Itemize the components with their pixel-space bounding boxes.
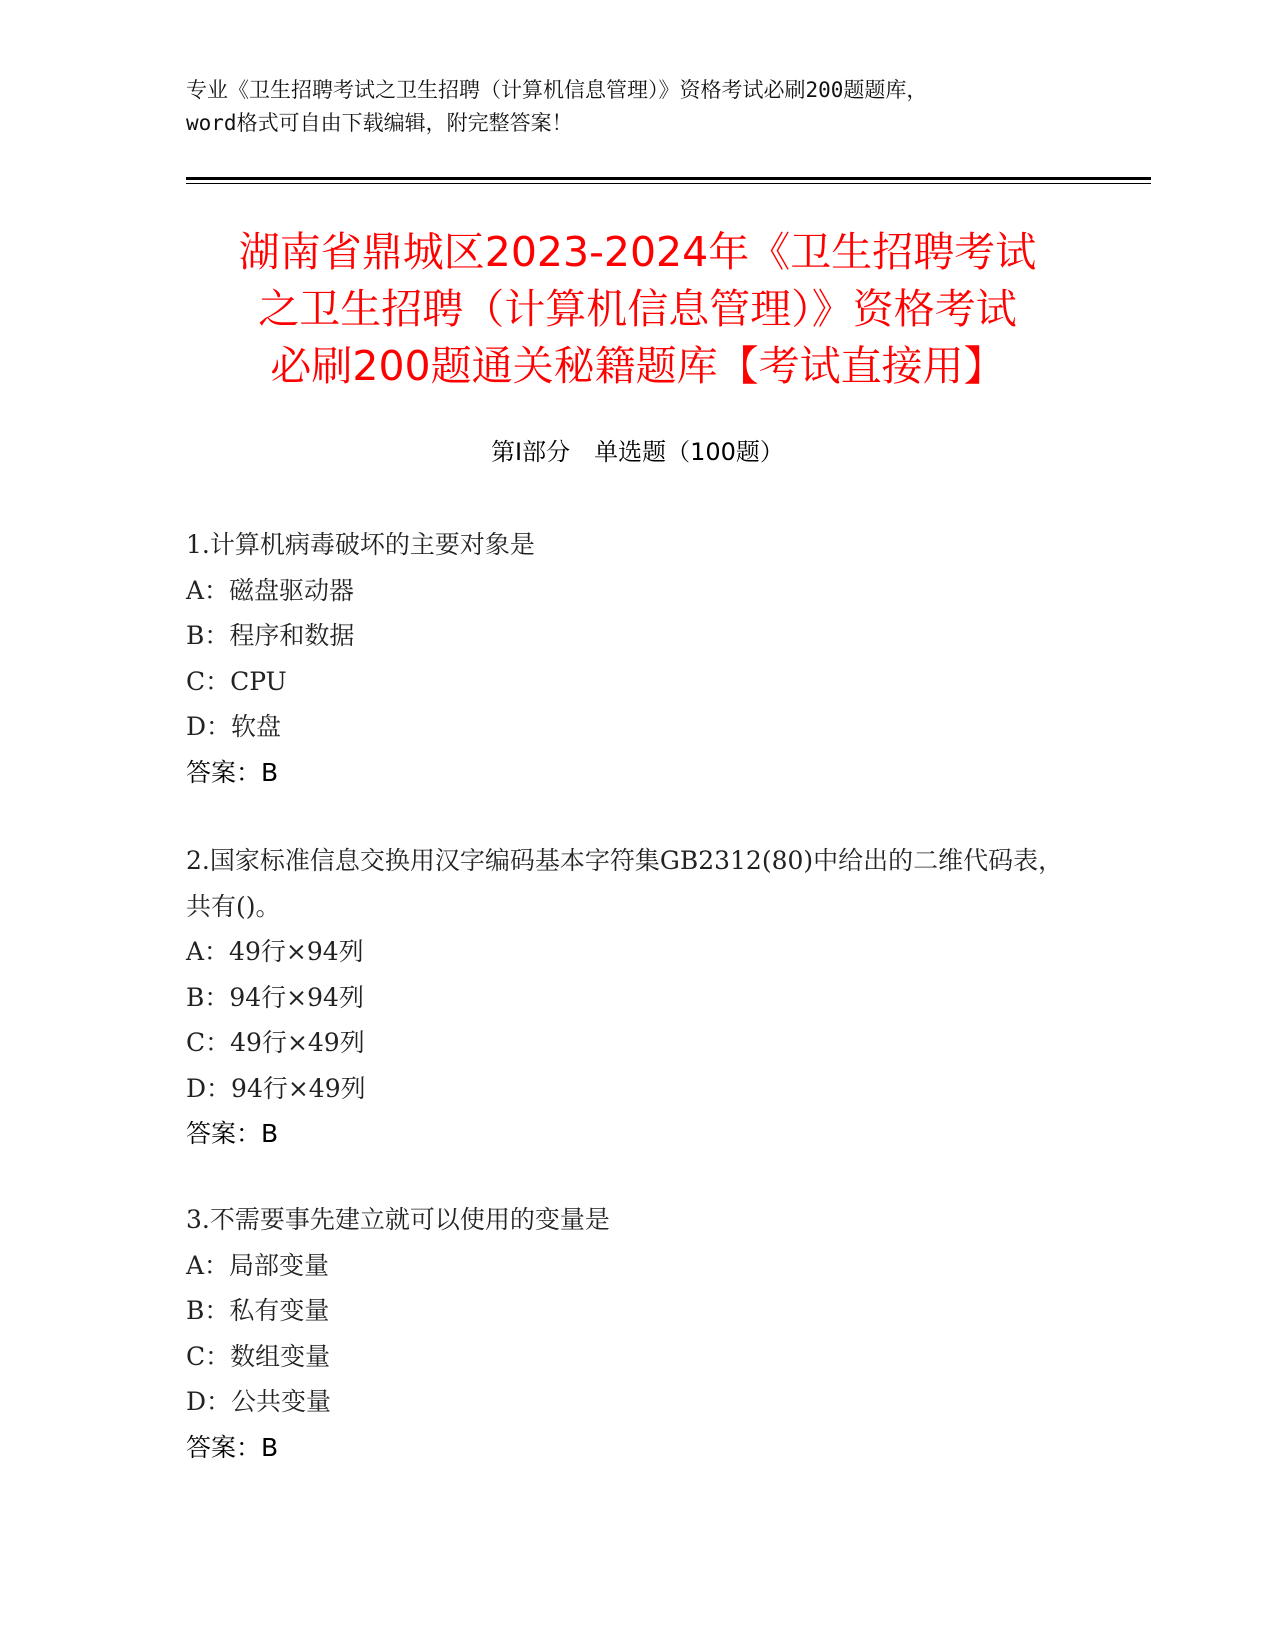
title-line-2: 之卫生招聘（计算机信息管理）》资格考试: [258, 285, 1017, 333]
option-d: D：94行×49列: [186, 1073, 366, 1103]
answer-line: 答案：B: [186, 1432, 279, 1462]
question-1: [186, 522, 1066, 795]
option-a: A：49行×94列: [186, 937, 364, 966]
option-c: C：数组变量: [186, 1341, 331, 1371]
header-divider-thick: [186, 177, 1151, 180]
option-a: A：局部变量: [186, 1250, 330, 1280]
header-note-line-1: 专业《卫生招聘考试之卫生招聘（计算机信息管理）》资格考试必刷200题题库，: [186, 78, 928, 102]
option-c: C：CPU: [186, 666, 287, 696]
header-divider-thin: [186, 183, 1151, 184]
question-2: [186, 838, 1066, 1157]
header-note: [186, 74, 1086, 140]
option-d: D：公共变量: [186, 1387, 332, 1416]
option-d: D：软盘: [186, 712, 282, 741]
answer-line: 答案：B: [186, 1119, 279, 1148]
option-a: A：磁盘驱动器: [186, 575, 355, 605]
title-line-3: 必刷200题通关秘籍题库【考试直接用】: [270, 342, 1005, 390]
option-c: C：49行×49列: [186, 1028, 365, 1057]
question-stem: 1.计算机病毒破坏的主要对象是: [186, 530, 535, 559]
question-stem: 3.不需要事先建立就可以使用的变量是: [186, 1205, 610, 1234]
section-heading: 第I部分 单选题（100题）: [491, 438, 784, 466]
option-b: B：程序和数据: [186, 621, 355, 650]
title-line-1: 湖南省鼎城区2023-2024年《卫生招聘考试: [238, 228, 1037, 276]
answer-line: 答案：B: [186, 757, 279, 787]
question-3: [186, 1197, 1066, 1470]
header-note-line-2: word格式可自由下载编辑，附完整答案！: [186, 111, 573, 135]
option-b: B：私有变量: [186, 1296, 330, 1325]
option-b: B：94行×94列: [186, 982, 364, 1012]
document-title: [150, 224, 1125, 395]
question-stem: 2.国家标准信息交换用汉字编码基本字符集GB2312(80)中给出的二维代码表，共有()。: [186, 846, 1064, 921]
